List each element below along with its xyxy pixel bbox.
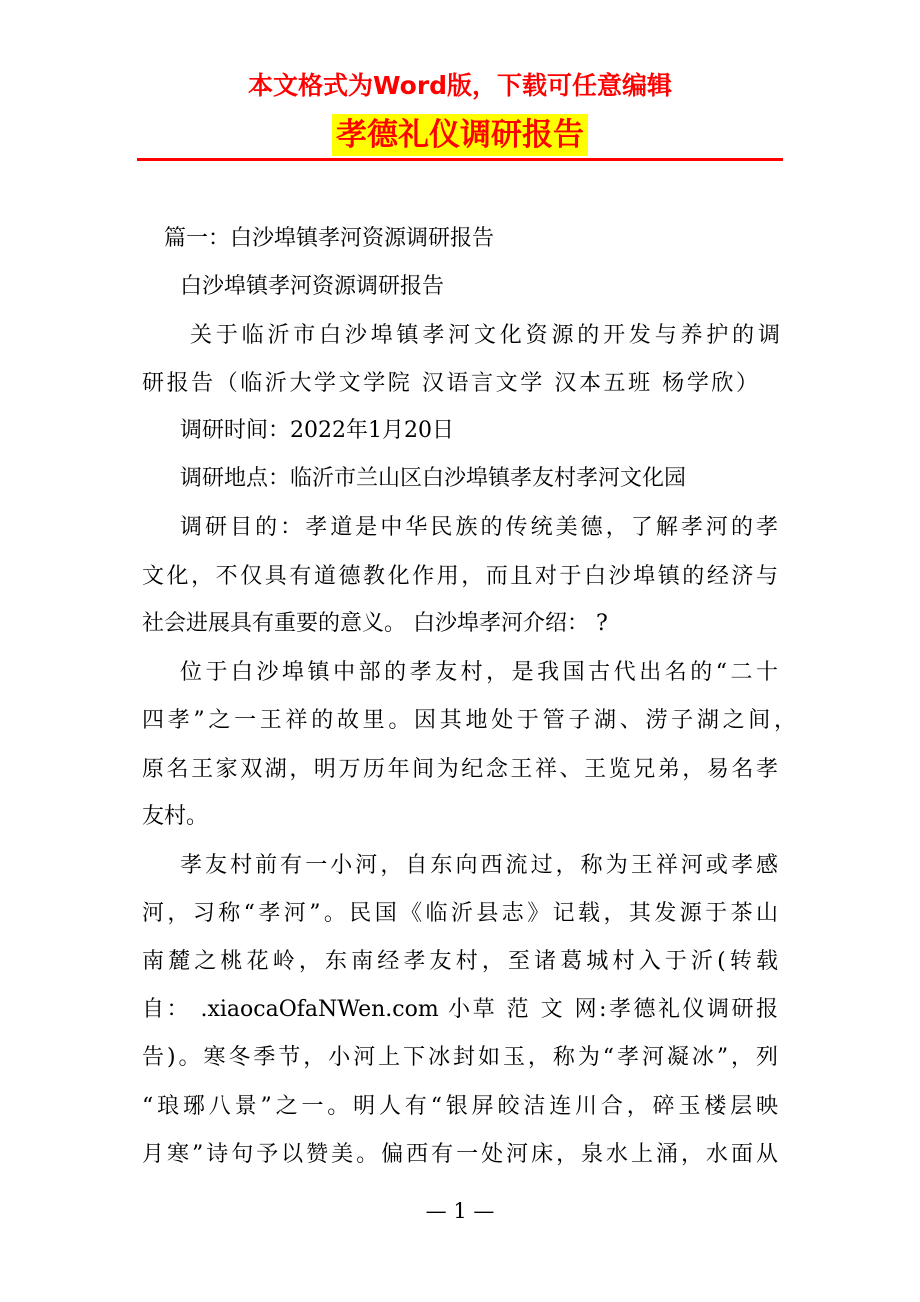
text-line: 原名王家双湖，明万历年间为纪念王祥、王览兄弟，易名孝 bbox=[142, 757, 778, 782]
text-line: 位于白沙埠镇中部的孝友村，是我国古代出名的“二十 bbox=[180, 660, 778, 685]
page-number: — 1 — bbox=[425, 1199, 495, 1223]
format-notice: 本文格式为Word版，下载可任意编辑 bbox=[247, 71, 673, 100]
document-title: 孝德礼仪调研报告 bbox=[332, 114, 588, 156]
text-line: 调研时间：2022年1月20日 bbox=[180, 418, 454, 443]
text-line: 白沙埠镇孝河资源调研报告 bbox=[180, 274, 445, 299]
text-line: 月寒”诗句予以赞美。偏西有一处河床，泉水上涌，水面从 bbox=[142, 1142, 778, 1167]
text-line: 南麓之桃花岭，东南经孝友村，至诸葛城村入于沂(转载 bbox=[142, 949, 778, 974]
text-line: 友村。 bbox=[142, 804, 209, 829]
text-line: 自： .xiaocaOfaNWen.com 小草 范 文 网:孝德礼仪调研报 bbox=[142, 997, 778, 1022]
text-line: 研报告（临沂大学文学院 汉语言文学 汉本五班 杨学欣） bbox=[142, 371, 758, 396]
title-divider bbox=[137, 158, 783, 161]
text-line: 告)。寒冬季节，小河上下冰封如玉，称为“孝河凝冰”，列 bbox=[142, 1045, 778, 1070]
text-line: 社会进展具有重要的意义。 白沙埠孝河介绍： ? bbox=[142, 611, 608, 636]
text-line: 关于临沂市白沙埠镇孝河文化资源的开发与养护的调 bbox=[190, 323, 780, 348]
text-line: 河，习称“孝河”。民国《临沂县志》记载，其发源于茶山 bbox=[142, 901, 778, 926]
text-line: 孝友村前有一小河，自东向西流过，称为王祥河或孝感 bbox=[180, 853, 778, 878]
text-line: 篇一：白沙埠镇孝河资源调研报告 bbox=[164, 226, 495, 251]
text-line: “琅琊八景”之一。明人有“银屏皎洁连川合，碎玉楼层映 bbox=[142, 1094, 778, 1119]
text-line: 四孝”之一王祥的故里。因其地处于管子湖、涝子湖之间， bbox=[142, 708, 796, 733]
title-container bbox=[0, 114, 920, 156]
text-line: 文化，不仅具有道德教化作用，而且对于白沙埠镇的经济与 bbox=[142, 564, 778, 589]
text-line: 调研地点：临沂市兰山区白沙埠镇孝友村孝河文化园 bbox=[180, 466, 687, 491]
text-line: 调研目的：孝道是中华民族的传统美德，了解孝河的孝 bbox=[180, 515, 778, 540]
